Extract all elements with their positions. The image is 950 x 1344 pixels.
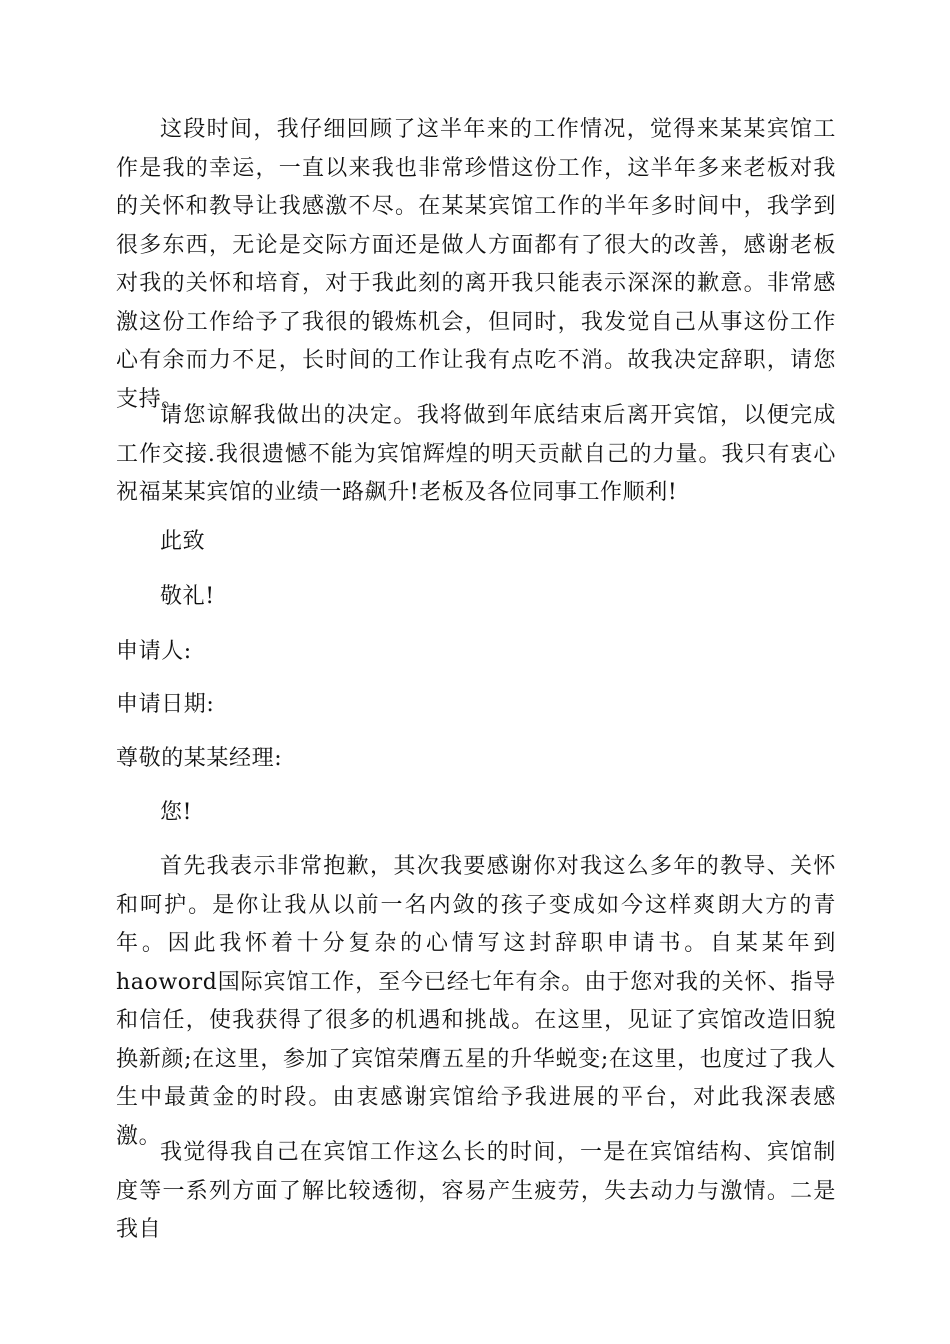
closing-jingli: 敬礼!	[160, 584, 215, 609]
paragraph-apology-thanks: 首先我表示非常抱歉，其次我要感谢你对我这么多年的教导、关怀和呵护。是你让我从以前一名内敛的孩子变成如今这样爽朗大方的青年。因此我怀着十分复杂的心情写这封辞职申请书。自某某年到haoword国际宾馆工作，至今已经七年有余。由于您对我的关怀、指导和信任，使我获得了很多的机遇和挑战。在这里，见证了宾馆改造旧貌换新颜;在这里，参加了宾馆荣膺五星的升华蜕变;在这里，也度过了我人生中最黄金的时段。由衷感谢宾馆给予我进展的平台，对此我深表感激。	[116, 854, 836, 1149]
closing-cizhi: 此致	[160, 529, 206, 554]
applicant-label: 申请人:	[116, 639, 192, 664]
greeting: 您!	[160, 800, 193, 825]
paragraph-understanding-request: 请您谅解我做出的决定。我将做到年底结束后离开宾馆，以便完成工作交接.我很遗憾不能为宾馆辉煌的明天贡献自己的力量。我只有衷心祝福某某宾馆的业绩一路飙升!老板及各位同事工作顺利!	[116, 403, 836, 505]
paragraph-personal-reasons: 我觉得我自己在宾馆工作这么长的时间，一是在宾馆结构、宾馆制度等一系列方面了解比较透彻，容易产生疲劳，失去动力与激情。二是我自	[116, 1140, 836, 1242]
apply-date-label: 申请日期:	[116, 692, 215, 717]
salutation: 尊敬的某某经理:	[116, 746, 283, 771]
paragraph-resignation-reason: 这段时间，我仔细回顾了这半年来的工作情况，觉得来某某宾馆工作是我的幸运，一直以来我也非常珍惜这份工作，这半年多来老板对我的关怀和教导让我感激不尽。在某某宾馆工作的半年多时间中，我学到很多东西，无论是交际方面还是做人方面都有了很大的改善，感谢老板对我的关怀和培育，对于我此刻的离开我只能表示深深的歉意。非常感激这份工作给予了我很的锻炼机会，但同时，我发觉自己从事这份工作心有余而力不足，长时间的工作让我有点吃不消。故我决定辞职，请您支持。	[116, 117, 836, 412]
